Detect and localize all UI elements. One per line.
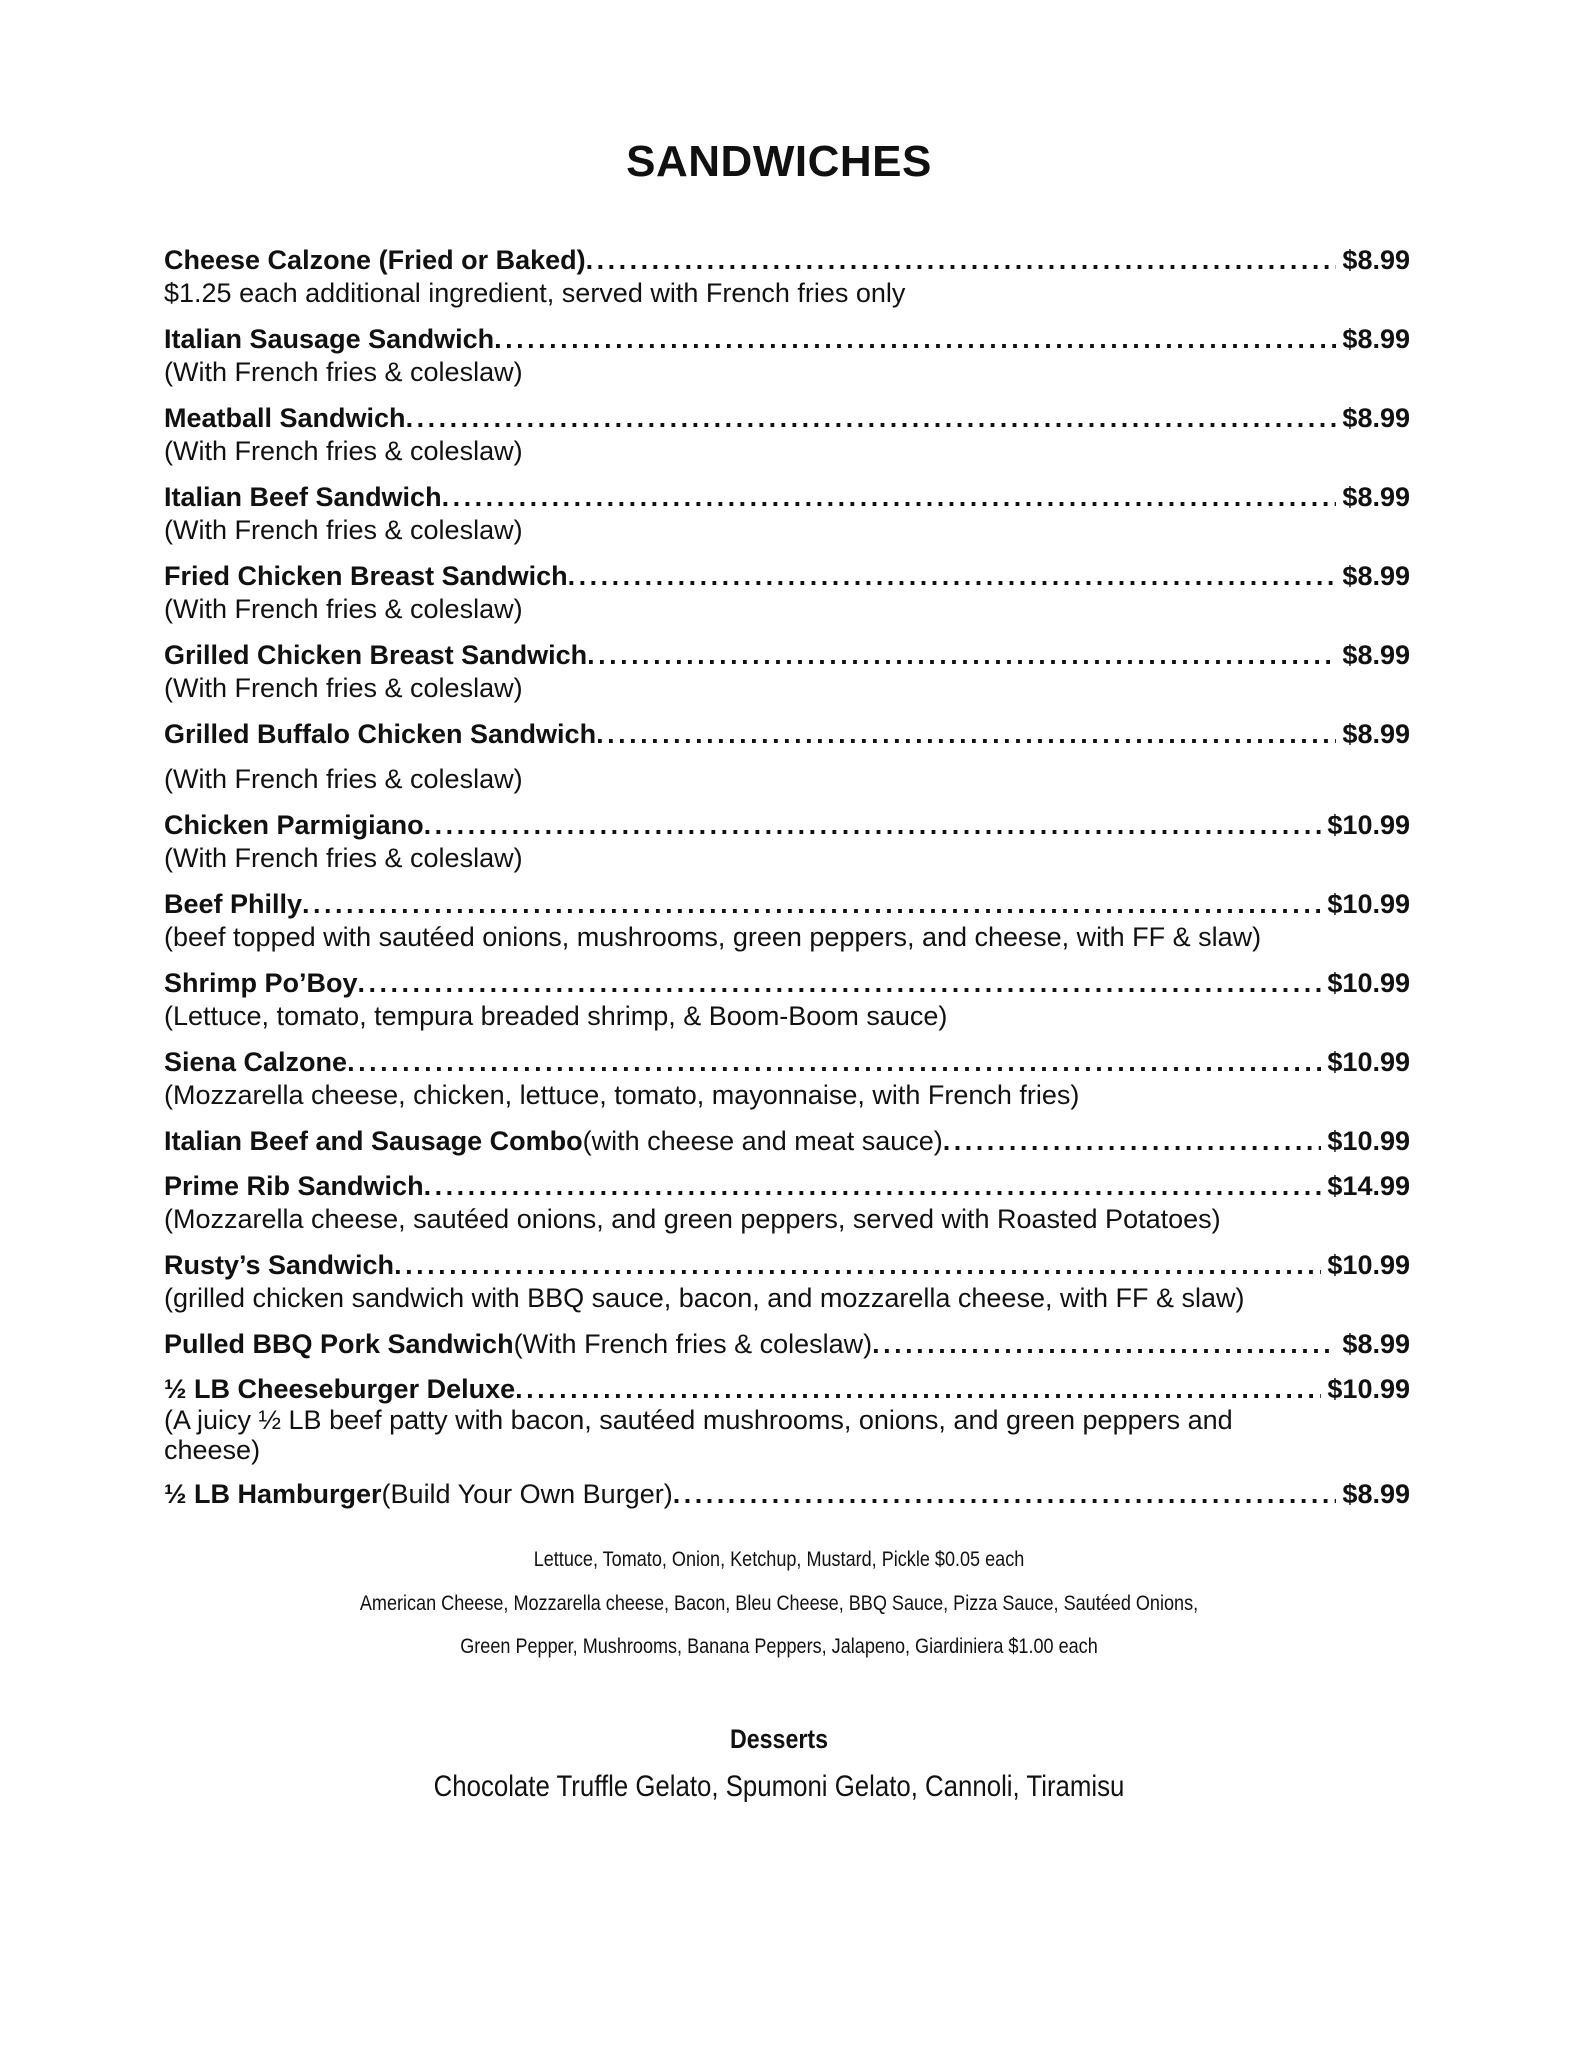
item-note: (With French fries & coleslaw): [513, 1329, 873, 1359]
item-name: Prime Rib Sandwich: [164, 1171, 424, 1201]
menu-item: [164, 1478, 1410, 1510]
menu-item: [164, 718, 1410, 796]
item-price: $14.99: [1327, 1171, 1410, 1201]
toppings-premium-line-1: American Cheese, Mozzarella cheese, Bacon, Bleu Cheese, BBQ Sauce, Pizza Sauce, Sautéed Onions,: [359, 1592, 1199, 1615]
menu-item: [164, 967, 1410, 1033]
item-description: $1.25 each additional ingredient, served with French fries only: [164, 278, 906, 308]
page-title: SANDWICHES: [626, 137, 932, 186]
item-name: Italian Beef and Sausage Combo: [164, 1126, 583, 1156]
item-price: $8.99: [1342, 561, 1410, 591]
item-description: (Mozzarella cheese, chicken, lettuce, tomato, mayonnaise, with French fries): [164, 1080, 1080, 1110]
item-description: (With French fries & coleslaw): [164, 594, 523, 624]
menu-item: [164, 1125, 1410, 1157]
item-name: Chicken Parmigiano: [164, 810, 424, 840]
item-name: Italian Sausage Sandwich: [164, 324, 495, 354]
menu-item: [164, 1373, 1410, 1465]
item-name: ½ LB Hamburger: [164, 1479, 382, 1509]
toppings-premium-line-2: Green Pepper, Mushrooms, Banana Peppers, Jalapeno, Giardiniera $1.00 each: [460, 1635, 1098, 1658]
menu-item: [164, 809, 1410, 875]
item-name: ½ LB Cheeseburger Deluxe: [164, 1374, 516, 1404]
item-name: Siena Calzone: [164, 1047, 348, 1077]
item-note: (Build Your Own Burger): [381, 1479, 673, 1509]
item-description: (With French fries & coleslaw): [164, 436, 523, 466]
menu-item: [164, 323, 1410, 389]
item-price: $8.99: [1342, 719, 1410, 749]
item-description: (Lettuce, tomato, tempura breaded shrimp, & Boom-Boom sauce): [164, 1001, 948, 1031]
menu-item: [164, 481, 1410, 547]
desserts-list: Chocolate Truffle Gelato, Spumoni Gelato, Cannoli, Tiramisu: [433, 1770, 1125, 1803]
menu-item: [164, 244, 1410, 310]
menu-item: [164, 560, 1410, 626]
item-description: (With French fries & coleslaw): [164, 673, 523, 703]
item-name: Shrimp Po’Boy: [164, 968, 358, 998]
item-description: (With French fries & coleslaw): [164, 843, 523, 873]
item-price: $10.99: [1327, 810, 1410, 840]
item-name: Italian Beef Sandwich: [164, 482, 442, 512]
item-name: Grilled Chicken Breast Sandwich: [164, 640, 588, 670]
item-price: $8.99: [1342, 1329, 1410, 1359]
item-name: Rusty’s Sandwich: [164, 1250, 395, 1280]
menu-item: [164, 1249, 1410, 1315]
menu-item: [164, 888, 1410, 954]
menu-item: [164, 1046, 1410, 1112]
item-price: $10.99: [1327, 889, 1410, 919]
menu-item: [164, 1170, 1410, 1236]
item-price: $10.99: [1327, 1374, 1410, 1404]
item-description: (beef topped with sautéed onions, mushrooms, green peppers, and cheese, with FF & slaw): [164, 922, 1262, 952]
item-name: Beef Philly: [164, 889, 303, 919]
menu-item: [164, 402, 1410, 468]
item-price: $10.99: [1327, 1250, 1410, 1280]
item-price: $10.99: [1327, 1126, 1410, 1156]
item-price: $8.99: [1342, 245, 1410, 275]
item-description: (Mozzarella cheese, sautéed onions, and green peppers, served with Roasted Potatoes): [164, 1204, 1221, 1234]
menu-item: [164, 639, 1410, 705]
item-price: $8.99: [1342, 1479, 1410, 1509]
item-description: (With French fries & coleslaw): [164, 357, 523, 387]
item-name: Meatball Sandwich: [164, 403, 406, 433]
item-description: (A juicy ½ LB beef patty with bacon, sautéed mushrooms, onions, and green peppers and cheese): [164, 1405, 1233, 1465]
item-description: (With French fries & coleslaw): [164, 515, 523, 545]
item-description: (With French fries & coleslaw): [164, 764, 523, 794]
item-note: (with cheese and meat sauce): [582, 1126, 943, 1156]
item-price: $8.99: [1342, 640, 1410, 670]
item-price: $8.99: [1342, 324, 1410, 354]
sandwich-list: [164, 244, 1410, 1510]
item-name: Fried Chicken Breast Sandwich: [164, 561, 568, 591]
item-name: Cheese Calzone (Fried or Baked): [164, 245, 586, 275]
item-price: $10.99: [1327, 968, 1410, 998]
item-price: $8.99: [1342, 482, 1410, 512]
desserts-heading: Desserts: [729, 1724, 829, 1754]
item-description: (grilled chicken sandwich with BBQ sauce, bacon, and mozzarella cheese, with FF & slaw): [164, 1283, 1245, 1313]
item-price: $8.99: [1342, 403, 1410, 433]
toppings-basic: Lettuce, Tomato, Onion, Ketchup, Mustard, Pickle $0.05 each: [533, 1548, 1025, 1571]
menu-item: [164, 1328, 1410, 1360]
item-name: Grilled Buffalo Chicken Sandwich: [164, 719, 597, 749]
item-price: $10.99: [1327, 1047, 1410, 1077]
item-name: Pulled BBQ Pork Sandwich: [164, 1329, 514, 1359]
